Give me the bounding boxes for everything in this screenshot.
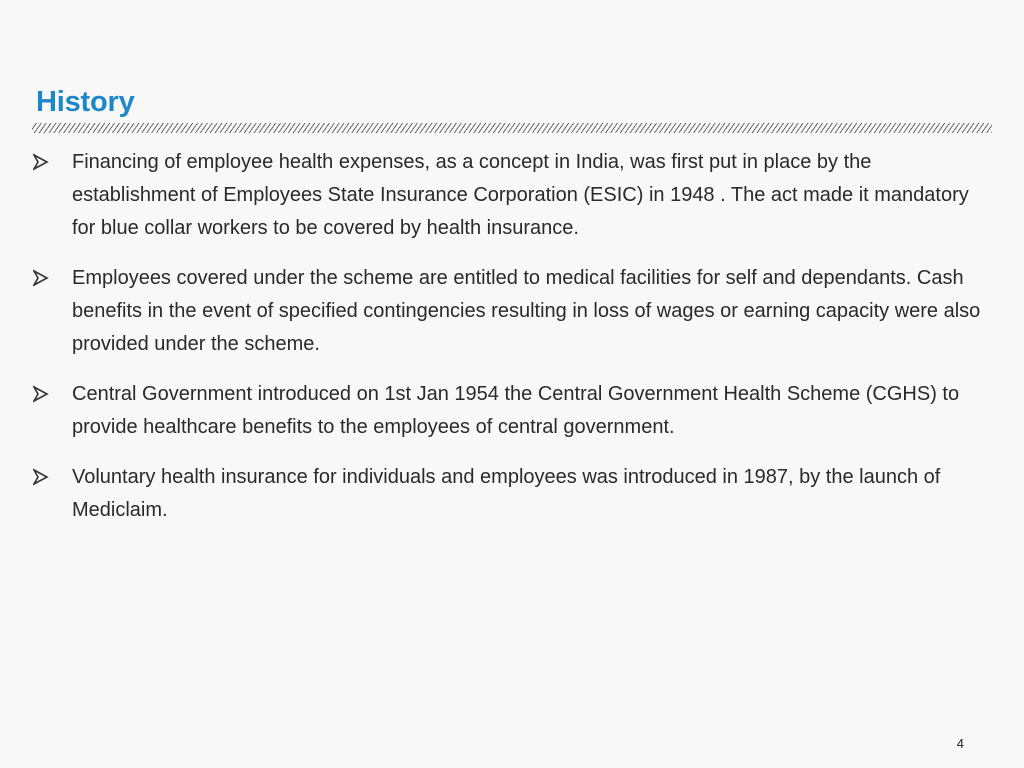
bullet-list (0, 146, 1024, 544)
page-number: 4 (956, 736, 964, 751)
bullet-item (0, 146, 1024, 245)
arrowhead-bullet-icon (33, 385, 49, 403)
bullet-text: Central Government introduced on 1st Jan 1954 the Central Government Health Scheme (CGHS) to provide healthcare benefits to the employees of central government. (72, 383, 960, 438)
slide-title: History (36, 86, 135, 118)
bullet-text: Financing of employee health expenses, as a concept in India, was first put in place by the establishment of Employees State Insurance Corporation (ESIC) in 1948 . The act made it mandatory for blue collar workers to be covered by health insurance. (72, 151, 969, 239)
bullet-item (0, 262, 1024, 361)
bullet-item (0, 461, 1024, 527)
arrowhead-bullet-icon (33, 468, 49, 486)
bullet-item (0, 378, 1024, 444)
arrowhead-bullet-icon (33, 153, 49, 171)
bullet-text: Voluntary health insurance for individuals and employees was introduced in 1987, by the launch of Mediclaim. (72, 466, 941, 521)
bullet-text: Employees covered under the scheme are entitled to medical facilities for self and dependants. Cash benefits in the event of specified contingencies resulting in loss of wages or earning capacity were also provided under the scheme. (72, 267, 981, 355)
title-divider (32, 123, 992, 133)
arrowhead-bullet-icon (33, 269, 49, 287)
